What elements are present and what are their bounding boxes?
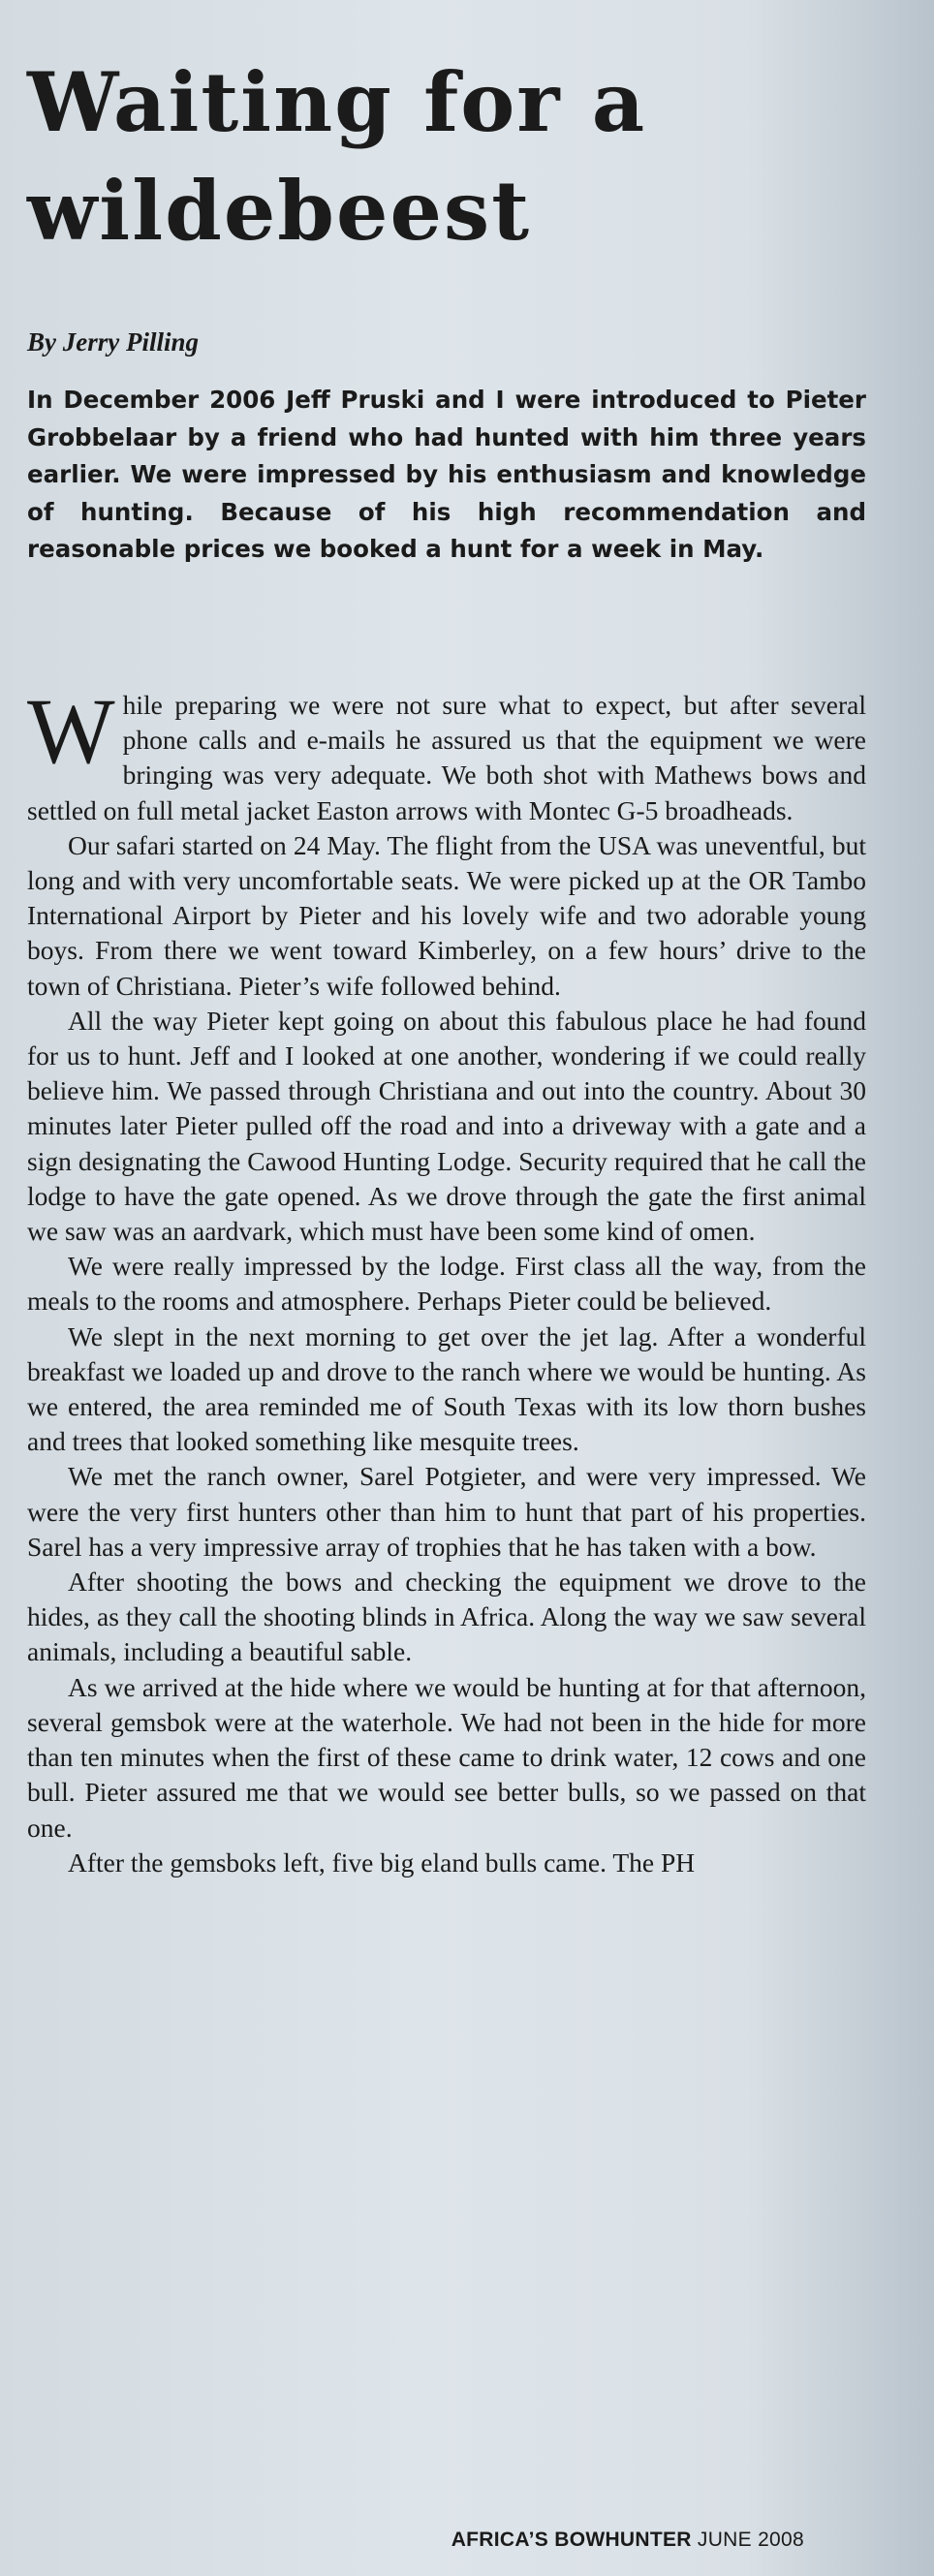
byline: By Jerry Pilling (27, 327, 199, 357)
body-paragraph: Our safari started on 24 May. The flight from the USA was uneventful, but long and with very uncomfortable seats. We were picked up at the OR Tambo International Airport by Pieter and his lovely wife and two adorable young boys. From there we went toward Kimberley, on a few hours’ drive to the town of Christiana. Pieter’s wife followed behind. (27, 829, 866, 1001)
body-paragraph: As we arrived at the hide where we would be hunting at for that afternoon, several gemsbok were at the waterhole. We had not been in the hide for more than ten minutes when the first of these came to drink water, 12 cows and one bull. Pieter assured me that we would see better bulls, so we passed on that one. (27, 1671, 866, 1843)
magazine-page (27, 0, 866, 2576)
body-paragraph (27, 679, 866, 828)
paragraph-text: hile preparing we were not sure what to expect, but after several phone calls and e-mails he assured us that the equipment we were bringing was very adequate. We both shot with Mathews bows and settled on full metal jacket Easton arrows with Montec G-5 broadheads. (27, 690, 866, 825)
article-body (27, 679, 866, 1880)
body-paragraph: All the way Pieter kept going on about this fabulous place he had found for us to hunt. Jeff and I looked at one another, wondering if we could really believe him. We passed through Christiana and out into the country. About 30 minutes later Pieter pulled off the road and into a driveway with a gate and a sign designating the Cawood Hunting Lodge. Security required that he call the lodge to have the gate opened. As we drove through the gate the first animal we saw was an aardvark, which must have been some kind of omen. (27, 1005, 866, 1247)
body-paragraph: We were really impressed by the lodge. First class all the way, from the meals to the rooms and atmosphere. Perhaps Pieter could be believed. (27, 1251, 866, 1317)
page-footer (451, 2529, 804, 2552)
body-paragraph: After the gemsboks left, five big eland bulls came. The PH (68, 1847, 696, 1878)
drop-cap: W (27, 679, 115, 783)
intro-paragraph: In December 2006 Jeff Pruski and I were introduced to Pieter Grobbelaar by a friend who had hunted with him three years earlier. We were impressed by his enthusiasm and knowledge of hunting. Because of his high recommendation and reasonable prices we booked a hunt for a week in May. (27, 386, 866, 563)
body-paragraph: After shooting the bows and checking the equipment we drove to the hides, as they call the shooting blinds in Africa. Along the way we saw several animals, including a beautiful sable. (27, 1567, 866, 1667)
body-paragraph: We slept in the next morning to get over the jet lag. After a wonderful breakfast we loaded up and drove to the ranch where we would be hunting. As we entered, the area reminded me of South Texas with its low thorn bushes and trees that looked something like mesquite trees. (27, 1320, 866, 1457)
magazine-name: AFRICA’S BOWHUNTER (451, 2529, 692, 2551)
issue-date: JUNE 2008 (697, 2529, 804, 2551)
article-title: Waiting for a wildebeest (27, 54, 647, 259)
body-paragraph: We met the ranch owner, Sarel Potgieter, and were very impressed. We were the very first hunters other than him to hunt that part of his properties. Sarel has a very impressive array of trophies that he has taken with a bow. (27, 1461, 866, 1562)
